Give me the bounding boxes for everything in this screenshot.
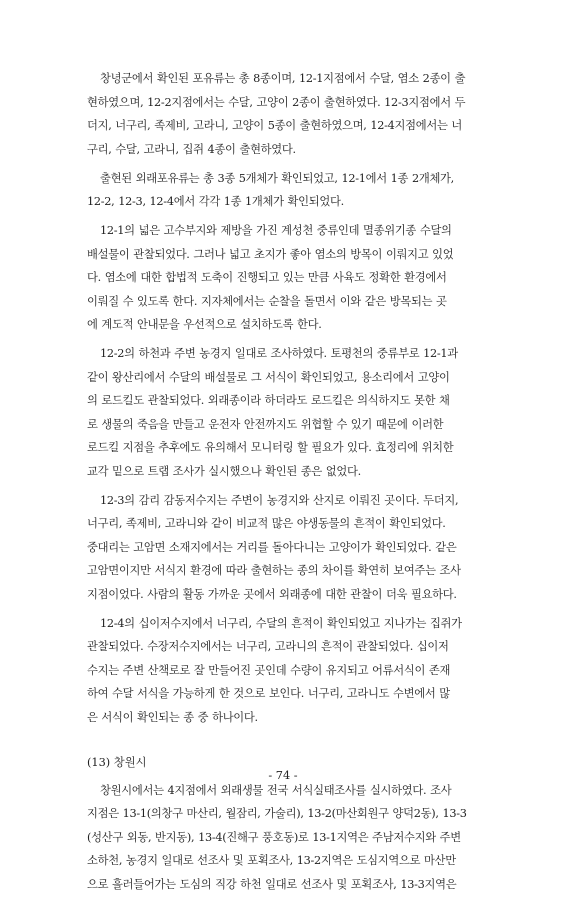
paragraph-site-12-3 [87,489,502,607]
text-line: 출현된 외래포유류는 총 3종 5개체가 확인되었고, 12-1에서 1종 2개체가, [100,171,454,185]
text-line: 12-3의 감리 감동저수지는 주변이 농경지와 산지로 이뤄진 곳이다. 두더지, [100,493,459,507]
text-line: 은 서식이 확인되는 종 중 하나이다. [87,710,258,724]
text-line: 12-1의 넓은 고수부지와 제방을 가진 계성천 중류인데 멸종위기종 수달의 [100,224,452,237]
text-line: 배설물이 관찰되었다. 그러나 넓고 초지가 좋아 염소의 방목이 이뤄지고 있었 [87,247,454,261]
text-line: 다. 염소에 대한 합법적 도축이 진행되고 있는 만큼 사육도 정확한 환경에서 [87,271,447,284]
text-line: 12-2의 하천과 주변 농경지 일대로 조사하였다. 토평천의 중류부로 12-1과 [100,347,458,360]
paragraph-site-12-2 [87,342,502,483]
text-line: 으로 흘러들어가는 도심의 직강 하천 일대로 선조사 및 포획조사, 13-3지역은 [87,877,457,891]
text-line: 중대리는 고암면 소재지에서는 거리를 돌아다니는 고양이가 확인되었다. 같은 [87,540,457,554]
text-line: 이뤄질 수 있도록 한다. 지자체에서는 순찰을 돌면서 이와 같은 방목되는 곳 [87,294,447,308]
text-line: 12-2, 12-3, 12-4에서 각각 1종 1개체가 확인되었다. [87,195,344,208]
paragraph-site-12-1 [87,219,502,337]
paragraph-alien-mammals [87,167,502,214]
text-line: 너구리, 족제비, 고라니와 같이 비교적 많은 야생동물의 흔적이 확인되었다. [87,517,446,530]
paragraph-changwon [87,779,502,897]
text-line: 지점이었다. 사람의 활동 가까운 곳에서 외래종에 대한 관찰이 더욱 필요하다. [87,587,457,601]
text-line: 구리, 수달, 고라니, 집쥐 4종이 출현하였다. [87,142,296,156]
text-line: 고암면이지만 서식지 환경에 따라 출현하는 종의 차이를 확연히 보여주는 조사 [87,564,461,577]
text-line: 같이 왕산리에서 수달의 배설물로 그 서식이 확인되었고, 용소리에서 고양이 [87,370,450,384]
page-number: - 74 - [268,769,298,782]
text-line: 교각 밑으로 트랩 조사가 실시했으나 확인된 종은 없었다. [87,464,361,478]
text-line: 수지는 주변 산책로로 잘 만들어진 곳인데 수량이 유지되고 어류서식이 존재 [87,663,451,677]
text-line: 관찰되었다. 수장저수지에서는 너구리, 고라니의 흔적이 관찰되었다. 십이저 [87,640,449,653]
text-line: 창원시에서는 4지점에서 외래생물 전국 서식실태조사를 실시하였다. 조사 [100,783,452,797]
text-line: 창녕군에서 확인된 포유류는 총 8종이며, 12-1지점에서 수달, 염소 2종이 출 [100,72,466,85]
text-line: 12-4의 십이저수지에서 너구리, 수달의 흔적이 확인되었고 지나가는 집쥐가 [100,616,462,630]
text-line: (성산구 외동, 반지동), 13-4(진해구 풍호동)로 13-1지역은 주남저수지와 주변 [87,830,461,844]
paragraph-site-12-4 [87,612,502,730]
text-line: 더지, 너구리, 족제비, 고라니, 고양이 5종이 출현하였으며, 12-4지점에서는 너 [87,119,463,132]
text-line: 소하천, 농경지 일대로 선조사 및 포획조사, 13-2지역은 도심지역으로 마산만 [87,854,456,867]
text-line: 로드킬 지점을 추후에도 유의해서 모니터링 할 필요가 있다. 효정리에 위치한 [87,441,454,454]
text-line: 에 계도적 안내문을 우선적으로 설치하도록 한다. [87,318,322,331]
section-heading: (13) 창원시 [87,756,147,769]
text-line: 로 생물의 죽음을 만들고 운전자 안전까지도 위협할 수 있기 때문에 이러한 [87,417,444,431]
text-line: 지점은 13-1(의창구 마산리, 월잠리, 가술리), 13-2(마산회원구 양덕2동), 13-3 [87,807,467,820]
text-line: 하여 수달 서식을 가능하게 한 것으로 보인다. 너구리, 고라니도 수변에서 많 [87,687,450,700]
text-line: 현하였으며, 12-2지점에서는 수달, 고양이 2종이 출현하였다. 12-3지점에서 두 [87,95,466,109]
text-line: 의 로드킬도 관찰되었다. 외래종이라 하더라도 로드킬은 의식하지도 못한 채 [87,394,450,407]
paragraph-mammal-species [87,67,502,161]
